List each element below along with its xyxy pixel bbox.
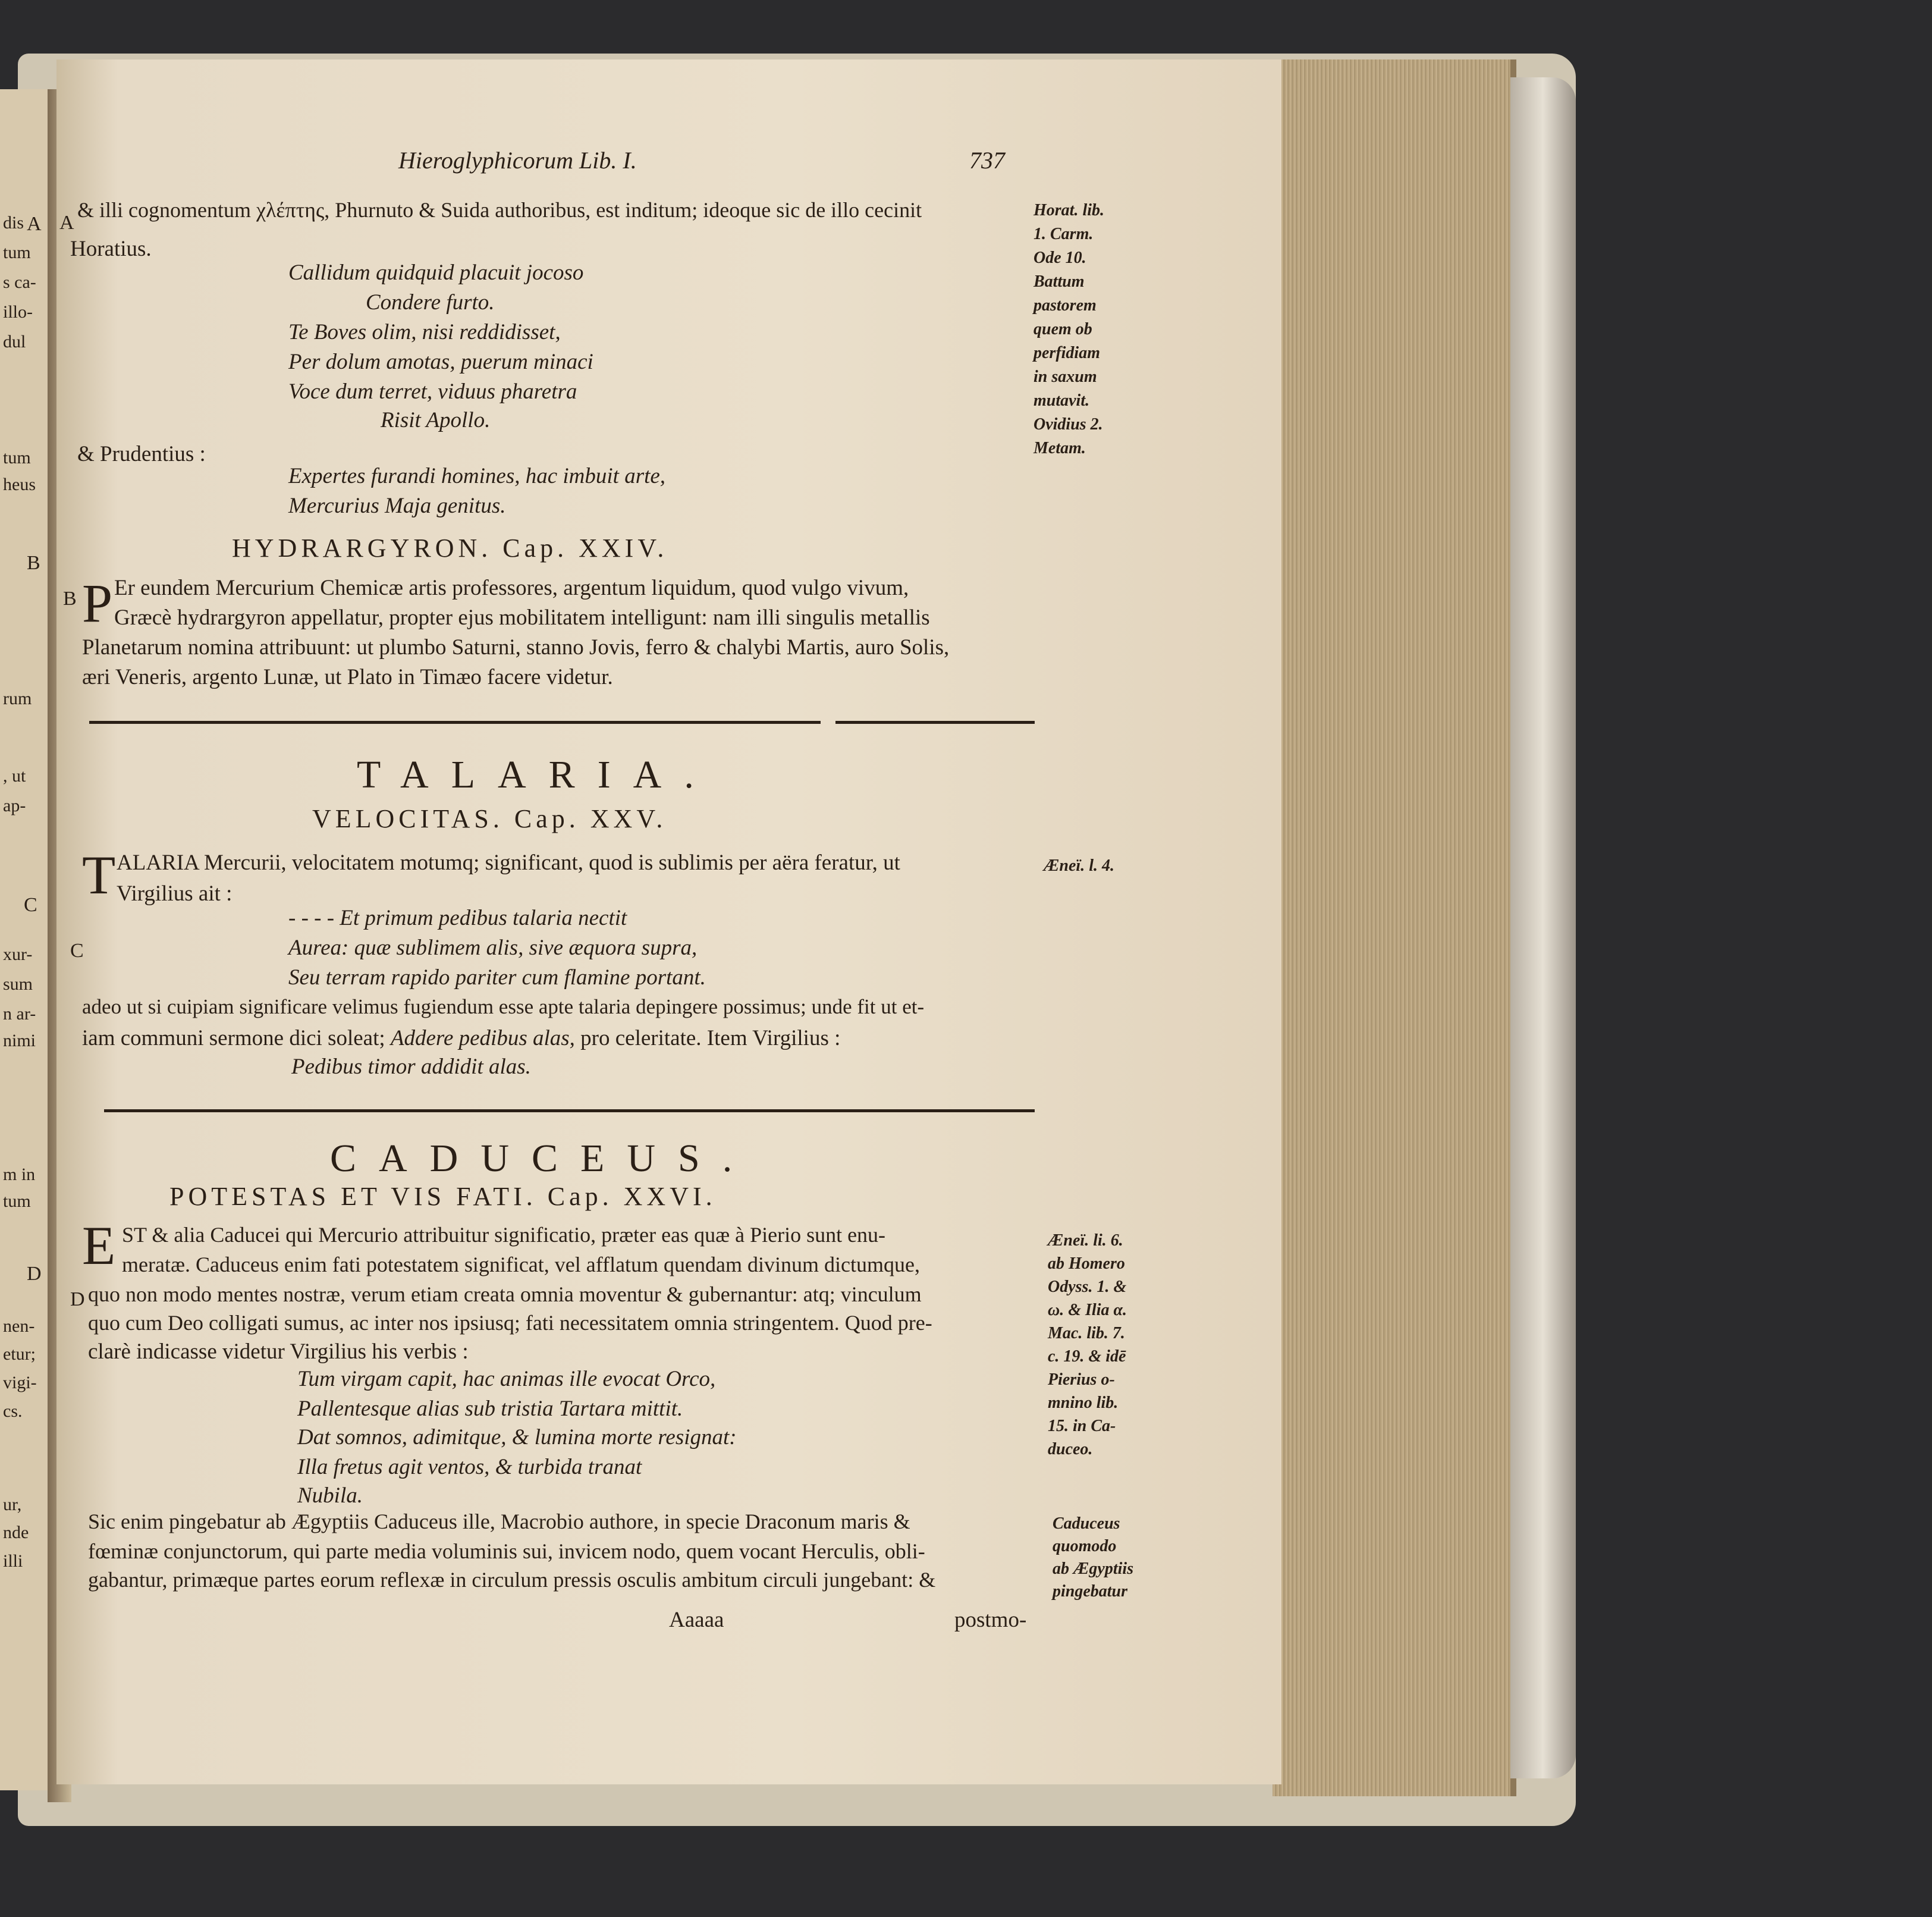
left-page-fragment: nde <box>3 1523 29 1542</box>
margin-note-line: c. 19. & idē <box>1048 1347 1126 1366</box>
caduceus-verse-1: Tum virgam capit, hac animas ille evocat Orco, <box>297 1367 716 1391</box>
margin-note-line: quomodo <box>1053 1537 1117 1555</box>
left-page-fragment: tum <box>3 243 31 262</box>
margin-note-line: Odyss. 1. & <box>1048 1278 1127 1296</box>
left-page-fragment: m in <box>3 1165 36 1184</box>
caduceus-heading: CADUCEUS. <box>330 1137 755 1180</box>
hydrargyron-line-2: Græcè hydrargyron appellatur, propter ejus mobilitatem intelligunt: nam illi singulis metallis <box>114 605 930 630</box>
left-page-fragment: s ca- <box>3 272 36 292</box>
margin-note-line: Ode 10. <box>1033 249 1086 267</box>
caduceus-line-5: clarè indicasse videtur Virgilius his verbis : <box>88 1339 469 1364</box>
left-page-fragment: tum <box>3 448 31 468</box>
left-letter-a: A <box>27 213 42 235</box>
horace-verse-3: Te Boves olim, nisi reddidisset, <box>288 320 561 344</box>
caduceus-subheading: POTESTAS ET VIS FATI. Cap. XXVI. <box>169 1182 717 1211</box>
prudentius-verse-2: Mercurius Maja genitus. <box>288 494 506 518</box>
talaria-verse-3: Seu terram rapido pariter cum flamine portant. <box>288 965 706 990</box>
caduceus-dropcap: E <box>82 1215 116 1276</box>
margin-note-line: mnino lib. <box>1048 1394 1119 1412</box>
left-page-fragment: ur, <box>3 1495 22 1514</box>
caduceus-line-3: quo non modo mentes nostræ, verum etiam creata omnia moventur & gubernantur: atq; vinculum <box>88 1282 922 1306</box>
margin-note-line: mutavit. <box>1033 391 1090 410</box>
prudentius-verse-1: Expertes furandi homines, hac imbuit arte, <box>288 464 666 488</box>
left-letter-c: C <box>24 894 37 916</box>
catchword: postmo- <box>954 1608 1027 1632</box>
caduceus-verse-4: Illa fretus agit ventos, & turbida tranat <box>297 1455 642 1479</box>
margin-note-aeneid-4: Æneï. l. 4. <box>1044 856 1114 875</box>
left-page-fragment: xur- <box>3 945 33 964</box>
left-page-fragment: ap- <box>3 796 26 815</box>
intro-line-2: Horatius. <box>70 237 152 261</box>
hydrargyron-line-1: Er eundem Mercurium Chemicæ artis professores, argentum liquidum, quod vulgo vivum, <box>114 576 909 600</box>
left-page-fragment: sum <box>3 974 33 994</box>
margin-note-line: ab Homero <box>1048 1254 1125 1273</box>
margin-note-line: perfidiam <box>1033 344 1100 362</box>
talaria-subheading: VELOCITAS. Cap. XXV. <box>312 804 667 833</box>
caduceus-after-3: gabantur, primæque partes eorum reflexæ in circulum pressis osculis ambitum circuli jungebant: & <box>88 1568 936 1592</box>
left-page-fragment: tum <box>3 1191 31 1211</box>
vellum-binding-edge <box>1510 77 1576 1778</box>
section-letter-c: C <box>70 940 84 962</box>
left-page-fragment: n ar- <box>3 1004 36 1024</box>
margin-note-line: Pierius o- <box>1048 1370 1115 1389</box>
talaria-after-2a: iam communi sermone dici soleat; <box>82 1026 391 1050</box>
caduceus-verse-2: Pallentesque alias sub tristia Tartara mittit. <box>297 1397 683 1421</box>
margin-note-line: Æneï. li. 6. <box>1048 1231 1123 1250</box>
margin-note-line: Battum <box>1033 272 1085 291</box>
talaria-verse-2: Aurea: quæ sublimem alis, sive æquora supra, <box>288 936 698 960</box>
left-page-fragment: dul <box>3 332 26 352</box>
margin-note-line: Horat. lib. <box>1033 201 1105 219</box>
caduceus-verse-5: Nubila. <box>297 1483 363 1508</box>
talaria-verse-4: Pedibus timor addidit alas. <box>291 1055 531 1079</box>
section-letter-a: A <box>59 212 74 234</box>
hydrargyron-dropcap: P <box>82 573 113 633</box>
caduceus-line-2: meratæ. Caduceus enim fati potestatem significat, vel afflatum quendam divinum dictumque, <box>122 1253 920 1276</box>
talaria-after-2c: pro celeritate. Item Virgilius : <box>574 1026 841 1050</box>
margin-note-line: in saxum <box>1033 368 1097 386</box>
signature-mark: Aaaaa <box>669 1608 724 1632</box>
margin-note-line: quem ob <box>1033 320 1092 338</box>
margin-note-line: pastorem <box>1033 296 1097 315</box>
horace-verse-6: Risit Apollo. <box>381 408 491 432</box>
caduceus-after-1: Sic enim pingebatur ab Ægyptiis Caduceus ille, Macrobio authore, in specie Draconum maris & <box>88 1510 910 1533</box>
caduceus-line-4: quo cum Deo colligati sumus, ac inter nos ipsiusq; fati necessitatem omnia stringentem. Quod pre- <box>88 1311 932 1335</box>
page-fore-edge <box>1273 59 1516 1796</box>
talaria-heading: TALARIA. <box>357 753 717 796</box>
rule-left-1 <box>89 721 821 724</box>
horace-verse-1: Callidum quidquid placuit jocoso <box>288 261 584 285</box>
horace-verse-2: Condere furto. <box>366 290 495 315</box>
talaria-dropcap: T <box>82 845 116 905</box>
margin-note-line: ω. & Ilia α. <box>1048 1301 1127 1319</box>
left-page-fragment: illo- <box>3 302 33 322</box>
left-page-fragment: illi <box>3 1551 23 1571</box>
left-page-fragment: etur; <box>3 1344 36 1364</box>
horace-verse-5: Voce dum terret, viduus pharetra <box>288 379 577 404</box>
talaria-after-2 <box>82 1027 840 1049</box>
margin-note-line: Mac. lib. 7. <box>1048 1324 1125 1342</box>
margin-note-line: 1. Carm. <box>1033 225 1094 243</box>
left-page-fragment: nimi <box>3 1031 36 1050</box>
margin-note-line: pingebatur <box>1053 1582 1128 1601</box>
margin-note-line: duceo. <box>1048 1440 1093 1458</box>
page-number: 737 <box>969 147 1005 174</box>
left-letter-d: D <box>27 1263 42 1285</box>
left-page-fragment: vigi- <box>3 1373 37 1392</box>
left-page-fragment: cs. <box>3 1401 23 1421</box>
left-page-fragment: nen- <box>3 1316 35 1336</box>
margin-note-line: Caduceus <box>1053 1514 1120 1533</box>
hydrargyron-heading: HYDRARGYRON. Cap. XXIV. <box>232 534 668 563</box>
running-head-title: Hieroglyphicorum Lib. I. <box>398 147 637 174</box>
rule-2 <box>104 1109 1035 1112</box>
talaria-after-1: adeo ut si cuipiam significare velimus fugiendum esse apte talaria depingere possimus; unde fit ut et- <box>82 995 925 1018</box>
left-page-fragment: heus <box>3 475 36 494</box>
margin-note-line: Ovidius 2. <box>1033 415 1103 434</box>
talaria-after-2b: Addere pedibus alas, <box>390 1026 575 1050</box>
talaria-verse-1: - - - - Et primum pedibus talaria nectit <box>288 906 627 930</box>
caduceus-verse-3: Dat somnos, adimitque, & lumina morte resignat: <box>297 1425 737 1449</box>
caduceus-line-1: ST & alia Caducei qui Mercurio attribuitur significatio, præter eas quæ à Pierio sunt enu- <box>122 1223 886 1247</box>
left-letter-b: B <box>27 552 40 574</box>
margin-note-line: ab Ægyptiis <box>1053 1560 1134 1578</box>
hydrargyron-line-4: æri Veneris, argento Lunæ, ut Plato in Timæo facere videtur. <box>82 665 613 689</box>
prudentius-label: & Prudentius : <box>77 442 206 466</box>
margin-note-line: 15. in Ca- <box>1048 1417 1116 1435</box>
left-page-fragment: dis <box>3 213 24 233</box>
left-page-fragment: , ut <box>3 766 26 786</box>
caduceus-after-2: fœminæ conjunctorum, qui parte media voluminis sui, invicem nodo, quem vocant Herculis, obli- <box>88 1539 925 1563</box>
rule-right-1 <box>835 721 1035 724</box>
section-letter-d: D <box>70 1288 85 1310</box>
talaria-line-2: Virgilius ait : <box>117 881 233 906</box>
talaria-line-1: ALARIA Mercurii, velocitatem motumq; significant, quod is sublimis per aëra feratur, ut <box>117 851 900 875</box>
hydrargyron-line-3: Planetarum nomina attribuunt: ut plumbo Saturni, stanno Jovis, ferro & chalybi Martis, auro Solis, <box>82 635 950 660</box>
section-letter-b: B <box>63 588 77 610</box>
intro-line-1: & illi cognomentum χλέπτης, Phurnuto & Suida authoribus, est inditum; ideoque sic de illo cecinit <box>77 198 922 222</box>
left-page-fragment: rum <box>3 689 32 708</box>
margin-note-line: Metam. <box>1033 439 1086 457</box>
horace-verse-4: Per dolum amotas, puerum minaci <box>288 350 593 374</box>
